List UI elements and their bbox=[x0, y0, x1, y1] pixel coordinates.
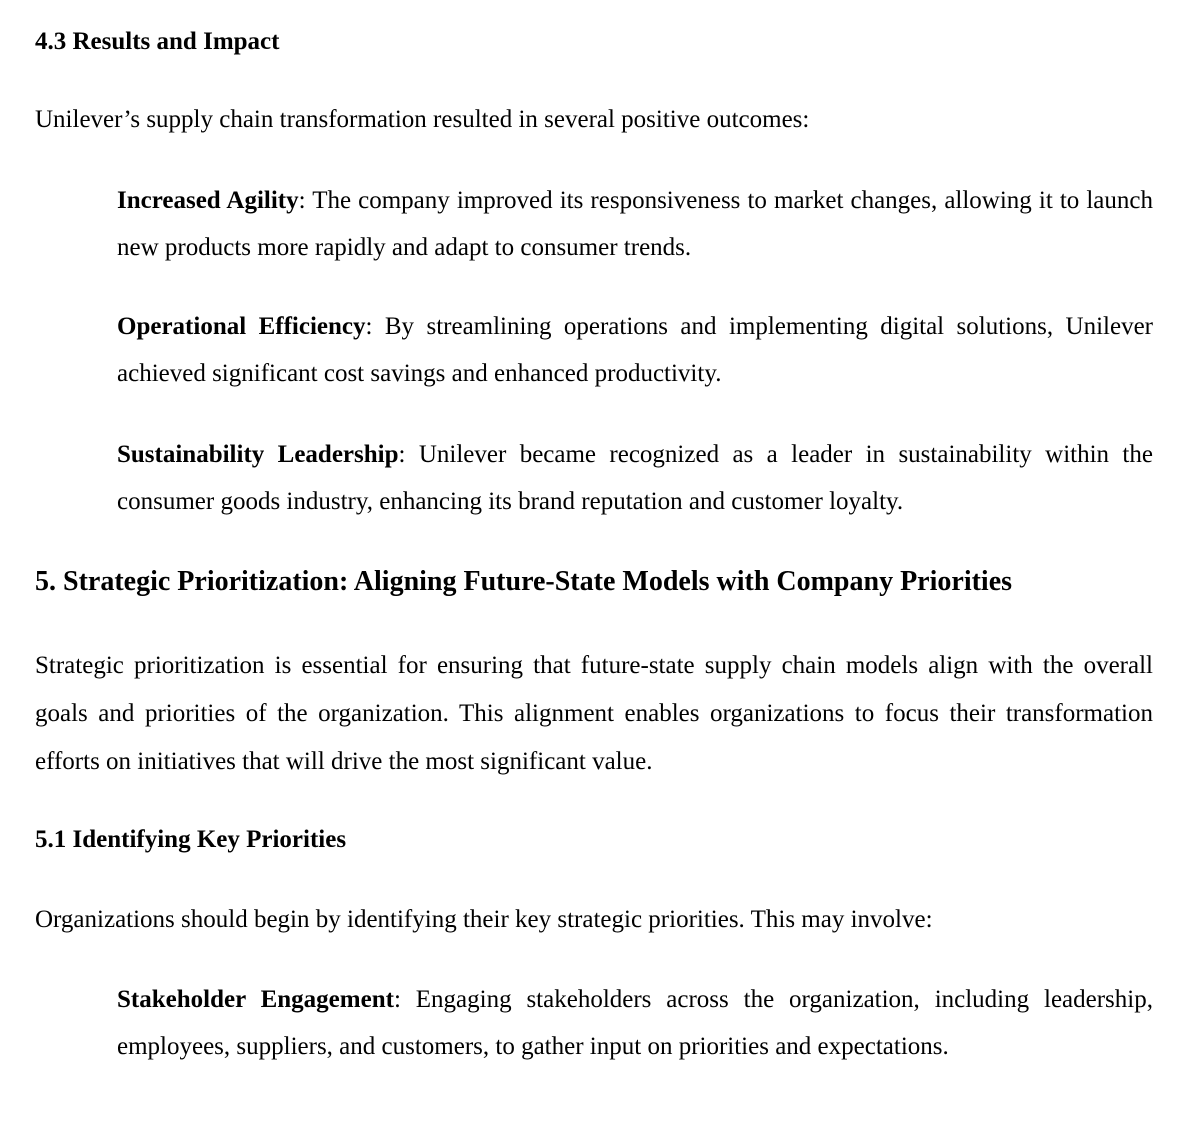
list-item-operational-efficiency bbox=[117, 303, 1153, 397]
list-item-increased-agility bbox=[117, 177, 1153, 271]
list-item-term: Operational Efficiency bbox=[117, 313, 366, 340]
list-item-term: Sustainability Leadership bbox=[117, 441, 399, 468]
paragraph-priorities-intro: Organizations should begin by identifying their key strategic priorities. This may involve: bbox=[35, 906, 933, 933]
list-item-term: Stakeholder Engagement bbox=[117, 986, 394, 1013]
list-item-text: : By streamlining operations and implementing digital solutions, Unilever achieved significant cost savings and enhanced productivity. bbox=[117, 313, 1153, 387]
list-item-term: Increased Agility bbox=[117, 187, 299, 214]
paragraph-results-intro: Unilever’s supply chain transformation resulted in several positive outcomes: bbox=[35, 106, 810, 133]
heading-5-1: 5.1 Identifying Key Priorities bbox=[35, 826, 347, 853]
list-item-text: : Unilever became recognized as a leader in sustainability within the consumer goods industry, enhancing its brand reputation and customer loyalty. bbox=[117, 441, 1153, 515]
heading-5: 5. Strategic Prioritization: Aligning Future-State Models with Company Priorities bbox=[35, 566, 1013, 597]
list-item-stakeholder-engagement bbox=[117, 976, 1153, 1070]
heading-4-3: 4.3 Results and Impact bbox=[35, 28, 280, 55]
list-item-text: : Engaging stakeholders across the organization, including leadership, employees, suppliers, and customers, to gather input on priorities and expectations. bbox=[117, 986, 1153, 1060]
list-item-text: : The company improved its responsiveness to market changes, allowing it to launch new products more rapidly and adapt to consumer trends. bbox=[117, 187, 1153, 261]
paragraph-strategic-prioritization: Strategic prioritization is essential for ensuring that future-state supply chain models align with the overall goals and priorities of the organization. This alignment enables organizations to focus their transformation efforts on initiatives that will drive the most significant value. bbox=[35, 652, 1153, 775]
list-item-sustainability-leadership bbox=[117, 431, 1153, 525]
